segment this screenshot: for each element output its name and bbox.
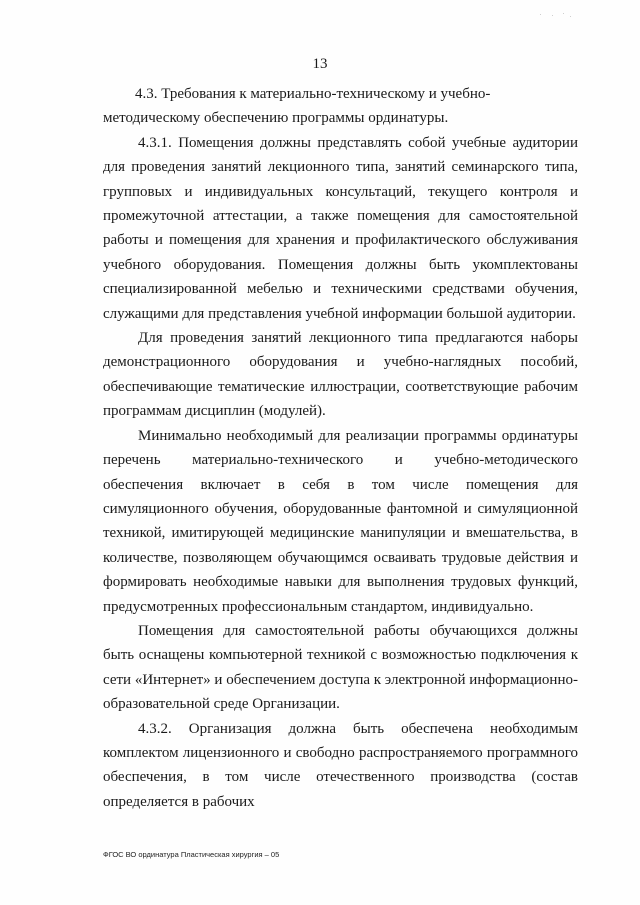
paragraph: Для проведения занятий лекционного типа предлагаются наборы демонстрационного оборудования и учебно-наглядных пособий, обеспечивающие тематические иллюстрации, соответствующие рабочим программам дисциплин (модулей). (103, 330, 578, 420)
scan-speck (552, 15, 553, 16)
page-footer: ФГОС ВО ординатура Пластическая хирургия – 05 (103, 850, 280, 859)
paragraph: Помещения для самостоятельной работы обучающихся должны быть оснащены компьютерной техникой с возможностью подключения к сети «Интернет» и обеспечением доступа к электронной информационно-образовательной среде Организации. (103, 622, 578, 713)
paragraph: Минимально необходимый для реализации программы ординатуры перечень материально-технического и учебно-методического обеспечения включает в себя в том числе помещения для симуляционного обучения, оборудованные фантомной и симуляционной техникой, имитирующей медицинские манипуляции и вмешательства, в количестве, позволяющем обучающимся осваивать трудовые действия и формировать необходимые навыки для выполнения трудовых функций, предусмотренных профессиональным стандартом, индивидуально. (103, 427, 578, 615)
scan-speck (540, 14, 541, 15)
paragraph: 4.3.2. Организация должна быть обеспечена необходимым комплектом лицензионного и свободно распространяемого программного обеспечения, в том числе отечественного производства (состав определяется в рабочих (103, 720, 578, 810)
page-number: 13 (312, 56, 328, 72)
document-body (103, 82, 578, 814)
section-heading: 4.3. Требования к материально-техническому и учебно-методическому обеспечению программы ординатуры. (103, 86, 491, 127)
scan-speck (563, 13, 564, 14)
scan-speck (570, 16, 571, 17)
paragraph: 4.3.1. Помещения должны представлять собой учебные аудитории для проведения занятий лекционного типа, занятий семинарского типа, групповых и индивидуальных консультаций, текущего контроля и промежуточной аттестации, а также помещения для самостоятельной работы и помещения для хранения и профилактического обслуживания учебного оборудования. Помещения должны быть укомплектованы специализированной мебелью и техническими средствами обучения, служащими для представления учебной информации большой аудитории. (103, 134, 578, 322)
